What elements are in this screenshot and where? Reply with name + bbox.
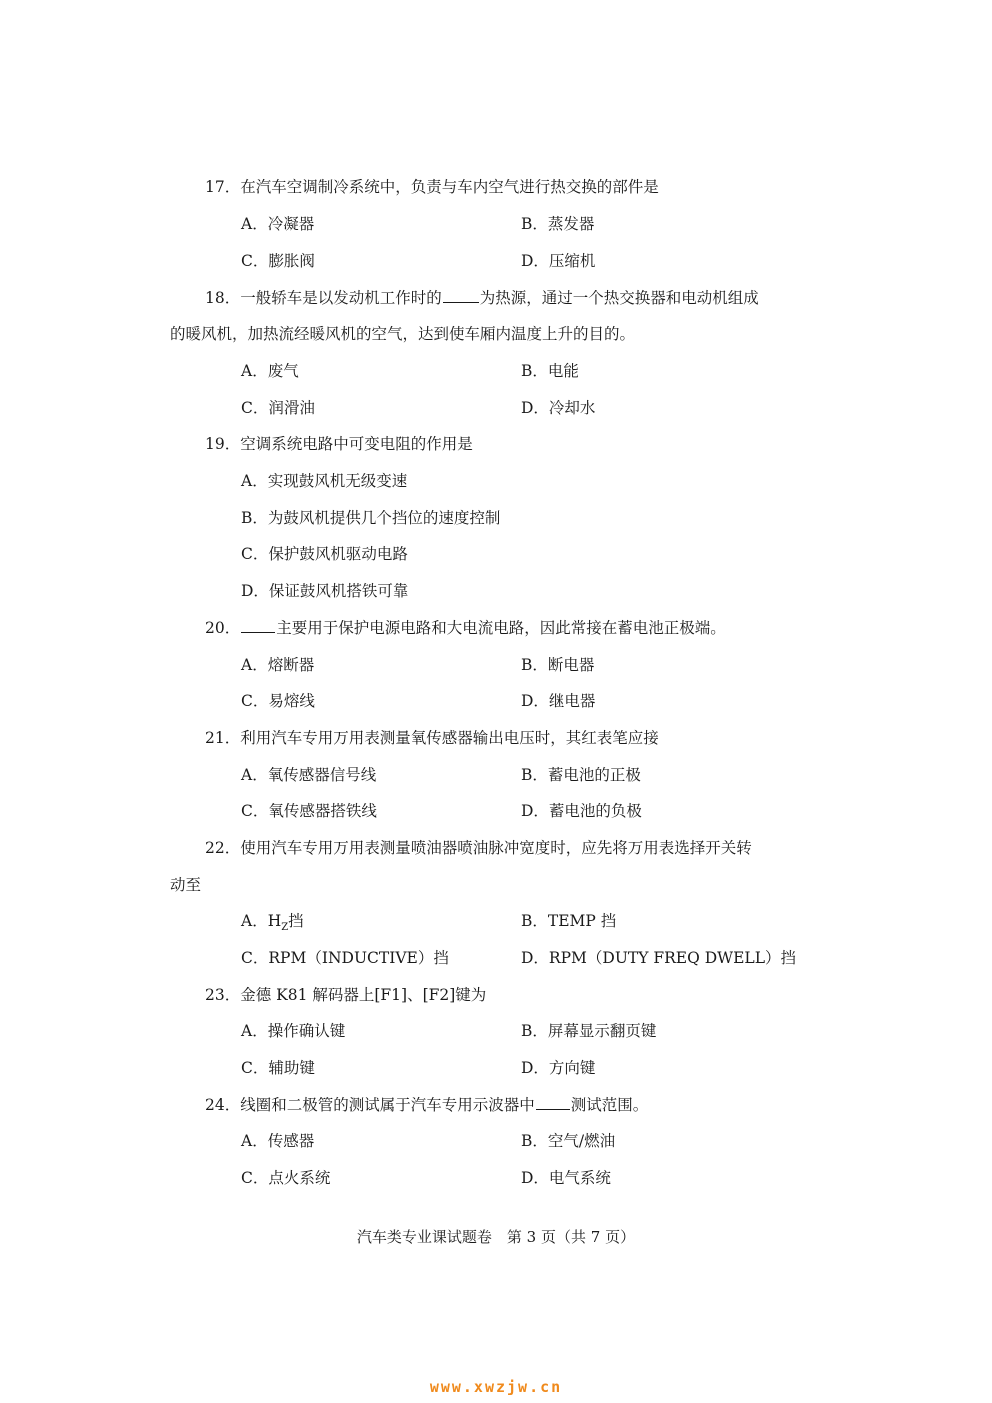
question-22-option-d: D．RPM（DUTY FREQ DWELL）挡 <box>521 949 797 967</box>
question-17-option-b: B．蒸发器 <box>521 215 595 233</box>
question-20-stem-post: 主要用于保护电源电路和大电流电路，因此常接在蓄电池正极端。 <box>276 619 726 637</box>
question-24-stem-post: 测试范围。 <box>570 1096 649 1114</box>
page-footer: 汽车类专业课试题卷 第 3 页（共 7 页） <box>356 1228 636 1246</box>
question-19-stem: 19．空调系统电路中可变电阻的作用是 <box>205 435 473 453</box>
question-21-stem: 21．利用汽车专用万用表测量氧传感器输出电压时，其红表笔应接 <box>205 729 659 747</box>
question-17-option-a: A．冷凝器 <box>241 215 315 233</box>
watermark-url: www.xwzjw.cn <box>429 1378 563 1396</box>
question-20-option-c: C．易熔线 <box>241 692 315 710</box>
question-20-option-b: B．断电器 <box>521 656 595 674</box>
question-22-stem-continued: 动至 <box>170 876 202 894</box>
question-22-option-a-pre: A．H <box>241 912 282 930</box>
question-22-option-a <box>241 911 304 938</box>
question-22-option-a-post: 挡 <box>288 912 304 930</box>
question-17-stem: 17．在汽车空调制冷系统中，负责与车内空气进行热交换的部件是 <box>205 178 659 196</box>
question-19-option-d: D．保证鼓风机搭铁可靠 <box>241 582 409 600</box>
question-17-option-c: C．膨胀阀 <box>241 252 315 270</box>
question-19-option-b: B．为鼓风机提供几个挡位的速度控制 <box>241 509 501 527</box>
question-19-option-a: A．实现鼓风机无级变速 <box>241 472 408 490</box>
question-20-option-a: A．熔断器 <box>241 656 315 674</box>
question-24-stem <box>205 1095 648 1115</box>
question-20-option-d: D．继电器 <box>521 692 596 710</box>
question-23-option-c: C．辅助键 <box>241 1059 315 1077</box>
question-20-stem <box>205 618 726 638</box>
question-18-option-c: C．润滑油 <box>241 399 315 417</box>
question-22-option-b: B．TEMP 挡 <box>521 912 617 930</box>
question-23-stem: 23．金德 K81 解码器上[F1]、[F2]键为 <box>205 986 487 1004</box>
question-21-option-d: D．蓄电池的负极 <box>521 802 642 820</box>
question-20-stem-pre: 20． <box>205 619 241 637</box>
question-24-option-c: C．点火系统 <box>241 1169 331 1187</box>
answer-blank <box>536 1095 570 1110</box>
question-22-stem: 22．使用汽车专用万用表测量喷油器喷油脉冲宽度时，应先将万用表选择开关转 <box>205 839 752 857</box>
question-21-option-c: C．氧传感器搭铁线 <box>241 802 377 820</box>
question-23-option-b: B．屏幕显示翻页键 <box>521 1022 657 1040</box>
question-24-stem-pre: 24．线圈和二极管的测试属于汽车专用示波器中 <box>205 1096 535 1114</box>
question-18-stem <box>205 288 759 308</box>
question-19-option-c: C．保护鼓风机驱动电路 <box>241 545 408 563</box>
question-18-stem-continued: 的暖风机，加热流经暖风机的空气，达到使车厢内温度上升的目的。 <box>170 325 636 343</box>
question-18-option-a: A．废气 <box>241 362 299 380</box>
question-18-stem-post: 为热源，通过一个热交换器和电动机组成 <box>479 289 759 307</box>
answer-blank <box>443 288 479 303</box>
question-23-option-d: D．方向键 <box>521 1059 596 1077</box>
question-24-option-d: D．电气系统 <box>521 1169 611 1187</box>
question-21-option-a: A．氧传感器信号线 <box>241 766 377 784</box>
question-17-option-d: D．压缩机 <box>521 252 596 270</box>
question-24-option-b: B．空气/燃油 <box>521 1132 616 1150</box>
question-22-option-a-subscript: Z <box>281 922 289 934</box>
question-18-option-d: D．冷却水 <box>521 399 596 417</box>
question-18-stem-pre: 18．一般轿车是以发动机工作时的 <box>205 289 442 307</box>
answer-blank <box>241 618 275 633</box>
question-22-option-c: C．RPM（INDUCTIVE）挡 <box>241 949 449 967</box>
question-23-option-a: A．操作确认键 <box>241 1022 346 1040</box>
question-21-option-b: B．蓄电池的正极 <box>521 766 641 784</box>
question-24-option-a: A．传感器 <box>241 1132 315 1150</box>
question-18-option-b: B．电能 <box>521 362 579 380</box>
